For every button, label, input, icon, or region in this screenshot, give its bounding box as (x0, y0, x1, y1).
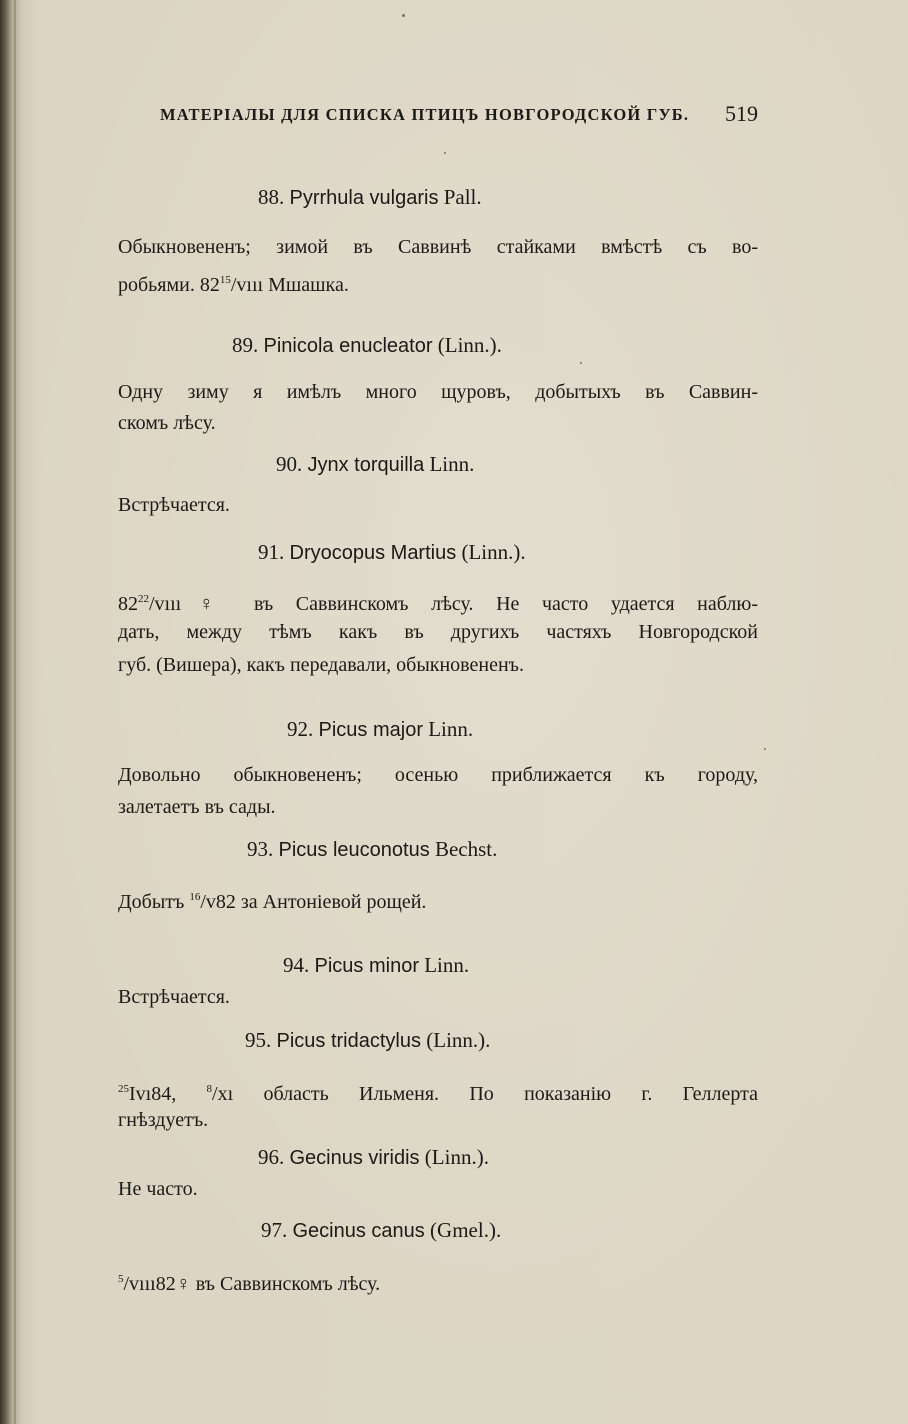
entry-heading-94 (283, 953, 469, 978)
entry-heading-96 (258, 1145, 489, 1170)
entry-text-line (118, 880, 758, 919)
page-speck (402, 14, 405, 17)
page-number: 519 (725, 101, 758, 126)
species-name: Pyrrhula vulgaris (289, 187, 439, 209)
entry-text: ♀ въ Саввинскомъ лѣсу. Не часто удается наблю- (181, 593, 758, 615)
species-author: Bechst. (434, 837, 498, 861)
entry-text: /v82 за Антоніевой рощей. (200, 891, 427, 913)
species-author: (Linn.). (426, 1028, 491, 1052)
entry-text: /xı область Ильменя. По показанію г. Геллерта (212, 1083, 758, 1105)
locality: Мшашка. (268, 274, 349, 296)
entry-number: 89. (232, 333, 259, 357)
date-superscript: 15 (219, 274, 231, 286)
entry-text-line: Довольно обыкновененъ; осенью приближается къ городу, (118, 764, 758, 786)
entry-text-line: скомъ лѣсу. (118, 412, 216, 434)
entry-text: робьями. 82 (118, 274, 220, 296)
species-name: Picus tridactylus (276, 1030, 421, 1052)
date-tail: /vııı (230, 274, 264, 296)
entry-number: 97. (261, 1218, 288, 1242)
entry-text-line (118, 1262, 758, 1301)
species-author: (Linn.). (424, 1145, 489, 1169)
running-head (160, 101, 760, 131)
entry-text-line: залетаетъ въ сады. (118, 796, 276, 818)
species-name: Jynx torquilla (307, 454, 425, 476)
page-speck (580, 362, 582, 364)
species-name: Gecinus canus (292, 1220, 425, 1242)
entry-text-line: Одну зиму я имѣлъ много щуровъ, добытыхъ въ Саввин- (118, 381, 758, 403)
species-name: Dryocopus Martius (289, 542, 457, 564)
species-author: Linn. (429, 452, 475, 476)
entry-heading-90 (276, 452, 474, 477)
date-superscript: 5 (118, 1273, 124, 1285)
entry-text-line: гнѣздуетъ. (118, 1109, 209, 1131)
species-author: (Linn.). (461, 540, 526, 564)
entry-text: /vııı82♀ въ Саввинскомъ лѣсу. (123, 1273, 381, 1295)
entry-number: 91. (258, 540, 285, 564)
entry-number: 93. (247, 837, 274, 861)
entry-heading-92 (287, 717, 473, 742)
entry-text-line: Не часто. (118, 1178, 198, 1200)
page-speck (764, 748, 766, 750)
date-lead: 82 (118, 593, 138, 615)
species-author: (Gmel.). (430, 1218, 502, 1242)
binding-gutter (14, 0, 16, 1424)
date-superscript: 8 (206, 1083, 213, 1095)
entry-text-line: дать, между тѣмъ какъ въ другихъ частяхъ Новгородской (118, 621, 758, 643)
entry-heading-88 (258, 185, 482, 210)
entry-text-line (118, 263, 758, 302)
date-superscript: 16 (189, 891, 201, 903)
entry-heading-91 (258, 540, 526, 565)
date-superscript: 22 (138, 593, 149, 605)
entry-heading-89 (232, 333, 502, 358)
species-author: Linn. (424, 953, 470, 977)
entry-text-line: Встрѣчается. (118, 986, 230, 1008)
entry-number: 88. (258, 185, 285, 209)
entry-number: 92. (287, 717, 314, 741)
entry-number: 95. (245, 1028, 272, 1052)
entry-heading-97 (261, 1218, 501, 1243)
date-superscript: 25 (118, 1083, 129, 1095)
species-name: Pinicola enucleator (263, 335, 433, 357)
entry-text-line: Встрѣчается. (118, 494, 230, 516)
page-speck (444, 152, 446, 154)
species-name: Gecinus viridis (289, 1147, 420, 1169)
running-title: МАТЕРІАЛЫ ДЛЯ СПИСКА ПТИЦЪ НОВГОРОДСКОЙ ГУБ. (160, 105, 690, 124)
date-tail: /vııı (149, 593, 182, 615)
entry-text-line: Обыкновененъ; зимой въ Саввинѣ стайками вмѣстѣ съ во- (118, 236, 758, 258)
entry-number: 90. (276, 452, 303, 476)
entry-heading-95 (245, 1028, 490, 1053)
species-author: Linn. (428, 717, 474, 741)
species-name: Picus leuconotus (278, 839, 430, 861)
entry-text: Добытъ (118, 891, 185, 913)
species-author: Pall. (443, 185, 482, 209)
entry-number: 94. (283, 953, 310, 977)
species-name: Picus minor (314, 955, 419, 977)
species-name: Picus major (318, 719, 423, 741)
entry-number: 96. (258, 1145, 285, 1169)
entry-heading-93 (247, 837, 497, 862)
entry-text-line: губ. (Вишера), какъ передавали, обыкновененъ. (118, 654, 525, 676)
date-text: Ivı84, (129, 1083, 177, 1105)
species-author: (Linn.). (437, 333, 502, 357)
